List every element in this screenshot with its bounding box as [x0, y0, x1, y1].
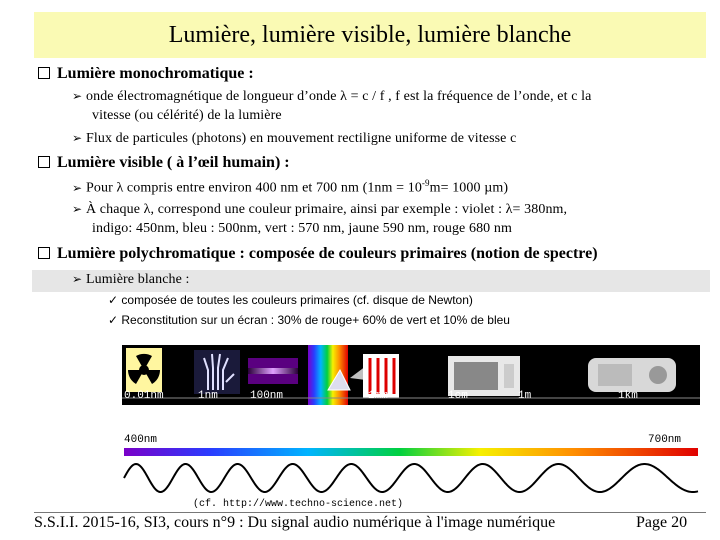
arrow-bullet-icon: ➢ — [72, 180, 83, 195]
item-text: vitesse (ou célérité) de la lumière — [92, 108, 282, 123]
check-text: composée de toutes les couleurs primaires (cf. disque de Newton) — [121, 293, 473, 307]
visible-label-700: 700nm — [648, 434, 682, 446]
arrow-bullet-icon: ➢ — [72, 89, 83, 103]
check-item — [108, 293, 473, 307]
check-item — [108, 313, 510, 327]
heading-text: Lumière monochromatique : — [57, 65, 254, 82]
square-bullet-icon — [38, 156, 50, 168]
exponent: -9 — [421, 178, 430, 188]
page-number: Page 20 — [636, 514, 688, 531]
footer-divider — [34, 512, 706, 513]
list-item-continuation — [92, 108, 282, 124]
item-text: onde électromagnétique de longueur d’onde λ = c / f , f est la fréquence de l’onde, et c la — [86, 89, 592, 104]
title-box — [34, 12, 706, 58]
wave-curve — [124, 464, 698, 492]
item-text: m= 1000 µm) — [429, 180, 509, 196]
check-icon: ✓ — [108, 293, 122, 307]
section-heading-monochromatique — [38, 65, 254, 83]
radio-icon — [588, 358, 676, 392]
spectrum-figure — [118, 340, 712, 502]
list-item — [72, 178, 508, 197]
check-text: Reconstitution sur un écran : 30% de rouge+ 60% de vert et 10% de bleu — [121, 313, 510, 327]
footer-course: S.S.I.I. 2015-16, SI3, cours n°9 : Du signal audio numérique à l'image numérique — [34, 514, 556, 531]
arrow-bullet-icon: ➢ — [72, 131, 83, 145]
visible-label-400: 400nm — [124, 434, 158, 446]
section-heading-visible — [38, 154, 290, 172]
scale-label: 1mm — [368, 390, 388, 402]
square-bullet-icon — [38, 247, 50, 259]
arrow-bullet-icon: ➢ — [72, 272, 83, 286]
list-item — [72, 272, 190, 288]
page-title: Lumière, lumière visible, lumière blanche — [168, 21, 572, 48]
xray-hand-icon — [194, 350, 240, 394]
item-text: indigo: 450nm, bleu : 500nm, vert : 570 nm, jaune 590 nm, rouge 680 nm — [92, 221, 512, 236]
heading-text: Lumière visible ( à l’œil humain) : — [57, 154, 290, 171]
scale-label: 1m — [518, 390, 532, 402]
list-item — [72, 89, 591, 105]
arrow-bullet-icon: ➢ — [72, 202, 83, 216]
list-item-continuation — [92, 221, 512, 237]
check-icon: ✓ — [108, 313, 122, 327]
heading-text: Lumière polychromatique : composée de couleurs primaires (notion de spectre) — [57, 245, 598, 262]
scale-label: 1nm — [198, 390, 218, 402]
list-item — [72, 131, 516, 147]
scale-label: 1km — [618, 390, 638, 402]
source-credit: (cf. http://www.techno-science.net) — [193, 499, 404, 510]
scale-label: 1cm — [448, 390, 468, 402]
list-item — [72, 202, 567, 218]
square-bullet-icon — [38, 67, 50, 79]
scale-label: 0.01nm — [124, 390, 164, 402]
scale-label: 100nm — [250, 390, 284, 402]
item-text: Pour λ compris entre environ 400 nm et 700 nm (1nm = 10 — [86, 180, 422, 196]
item-text: À chaque λ, correspond une couleur primaire, ainsi par exemple : violet : λ= 380nm, — [86, 202, 568, 217]
section-heading-polychromatique — [38, 245, 598, 263]
item-text: Lumière blanche : — [86, 272, 190, 287]
item-text: Flux de particules (photons) en mouvement rectiligne uniforme de vitesse c — [86, 131, 517, 146]
uv-lamp-icon — [248, 358, 298, 384]
visible-range-bar — [124, 448, 698, 456]
radiation-icon — [126, 348, 162, 392]
